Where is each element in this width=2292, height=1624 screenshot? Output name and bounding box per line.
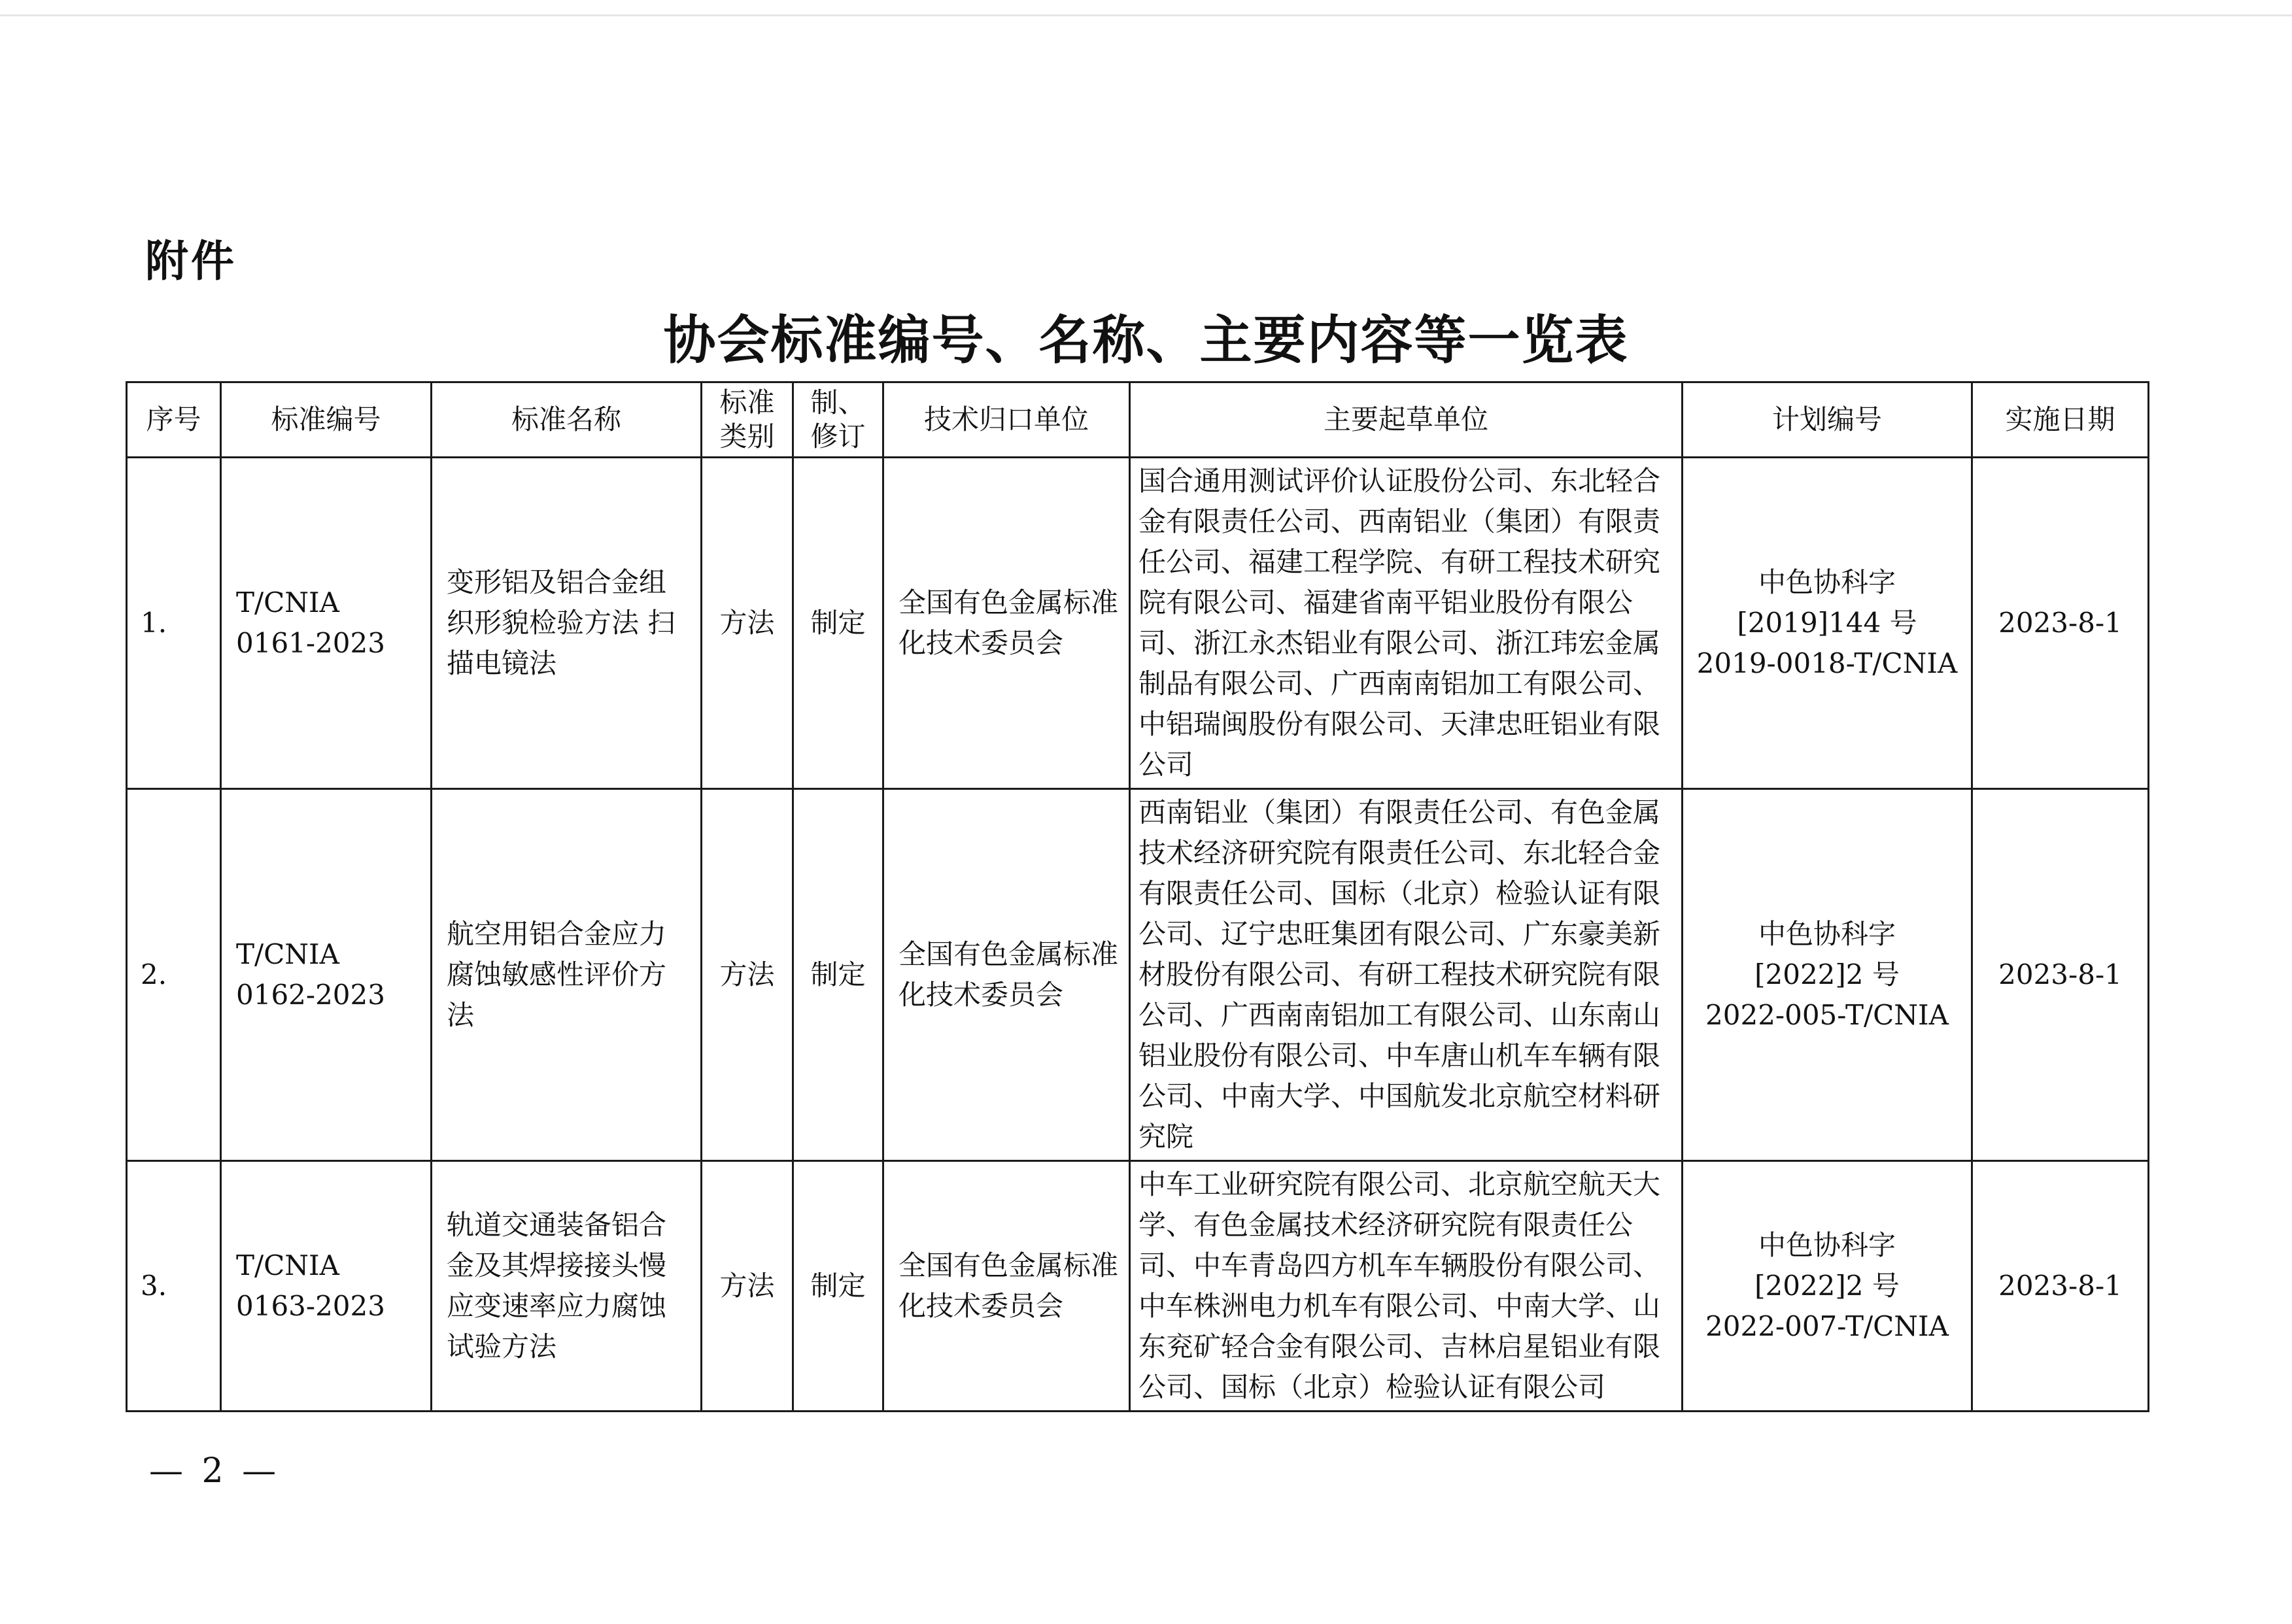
table-row	[127, 458, 2149, 789]
plan-ref: [2022]2 号	[1754, 958, 1900, 990]
cell-code	[221, 458, 432, 789]
header-plan-no: 计划编号	[1683, 382, 1972, 458]
cell-code	[221, 789, 432, 1161]
cell-category: 方法	[702, 789, 793, 1161]
header-category: 标准类别	[702, 382, 793, 458]
plan-doc: 中色协科字	[1758, 1229, 1896, 1261]
cell-plan-no	[1683, 1161, 1972, 1412]
code-number: 0161-2023	[236, 627, 385, 659]
cell-date: 2023-8-1	[1972, 1161, 2149, 1412]
cell-drafters: 国合通用测试评价认证股份公司、东北轻合金有限责任公司、西南铝业（集团）有限责任公司、福建工程学院、有研工程技术研究院有限公司、福建省南平铝业股份有限公司、浙江永杰铝业有限公司、浙江玮宏金属制品有限公司、广西南南铝加工有限公司、中铝瑞闽股份有限公司、天津忠旺铝业有限公司	[1130, 458, 1683, 789]
cell-code	[221, 1161, 432, 1412]
header-drafters: 主要起草单位	[1130, 382, 1683, 458]
code-number: 0162-2023	[236, 979, 385, 1011]
plan-code: 2022-005-T/CNIA	[1705, 999, 1949, 1031]
header-name: 标准名称	[432, 382, 702, 458]
code-prefix: T/CNIA	[236, 586, 339, 618]
attachment-label: 附件	[145, 236, 237, 286]
cell-drafters: 中车工业研究院有限公司、北京航空航天大学、有色金属技术经济研究院有限责任公司、中车青岛四方机车车辆股份有限公司、中车株洲电力机车有限公司、中南大学、山东兖矿轻合金有限公司、吉林启星铝业有限公司、国标（北京）检验认证有限公司	[1130, 1161, 1683, 1412]
document-title: 协会标准编号、名称、主要内容等一览表	[663, 309, 1629, 371]
cell-drafters: 西南铝业（集团）有限责任公司、有色金属技术经济研究院有限责任公司、东北轻合金有限责任公司、国标（北京）检验认证有限公司、辽宁忠旺集团有限公司、广东豪美新材股份有限公司、有研工程技术研究院有限公司、广西南南铝加工有限公司、山东南山铝业股份有限公司、中车唐山机车车辆有限公司、中南大学、中国航发北京航空材料研究院	[1130, 789, 1683, 1161]
cell-seq: 3.	[127, 1161, 221, 1412]
cell-seq: 2.	[127, 789, 221, 1161]
table-header-row	[127, 382, 2149, 458]
cell-plan-no	[1683, 789, 1972, 1161]
code-prefix: T/CNIA	[236, 1249, 339, 1281]
cell-seq: 1.	[127, 458, 221, 789]
header-revise: 制、修订	[793, 382, 883, 458]
scan-top-border	[0, 14, 2292, 16]
cell-tc-unit: 全国有色金属标准化技术委员会	[883, 789, 1130, 1161]
cell-revise: 制定	[793, 1161, 883, 1412]
cell-category: 方法	[702, 458, 793, 789]
cell-date: 2023-8-1	[1972, 789, 2149, 1161]
cell-standard-name: 轨道交通装备铝合金及其焊接接头慢应变速率应力腐蚀试验方法	[432, 1161, 702, 1412]
cell-standard-name: 变形铝及铝合金组织形貌检验方法 扫描电镜法	[432, 458, 702, 789]
header-date: 实施日期	[1972, 382, 2149, 458]
header-tc-unit: 技术归口单位	[883, 382, 1130, 458]
code-prefix: T/CNIA	[236, 938, 339, 970]
code-number: 0163-2023	[236, 1290, 385, 1322]
plan-ref: [2022]2 号	[1754, 1270, 1900, 1302]
cell-tc-unit: 全国有色金属标准化技术委员会	[883, 1161, 1130, 1412]
cell-revise: 制定	[793, 789, 883, 1161]
cell-tc-unit: 全国有色金属标准化技术委员会	[883, 458, 1130, 789]
table-row	[127, 789, 2149, 1161]
cell-standard-name: 航空用铝合金应力腐蚀敏感性评价方法	[432, 789, 702, 1161]
plan-ref: [2019]144 号	[1737, 607, 1917, 639]
cell-revise: 制定	[793, 458, 883, 789]
cell-plan-no	[1683, 458, 1972, 789]
header-seq: 序号	[127, 382, 221, 458]
table-row	[127, 1161, 2149, 1412]
plan-code: 2019-0018-T/CNIA	[1696, 647, 1958, 679]
plan-doc: 中色协科字	[1758, 918, 1896, 950]
cell-category: 方法	[702, 1161, 793, 1412]
plan-doc: 中色协科字	[1758, 566, 1896, 598]
header-code: 标准编号	[221, 382, 432, 458]
page-number: — 2 —	[149, 1451, 281, 1491]
standards-table	[126, 381, 2149, 1412]
cell-date: 2023-8-1	[1972, 458, 2149, 789]
plan-code: 2022-007-T/CNIA	[1705, 1310, 1949, 1342]
